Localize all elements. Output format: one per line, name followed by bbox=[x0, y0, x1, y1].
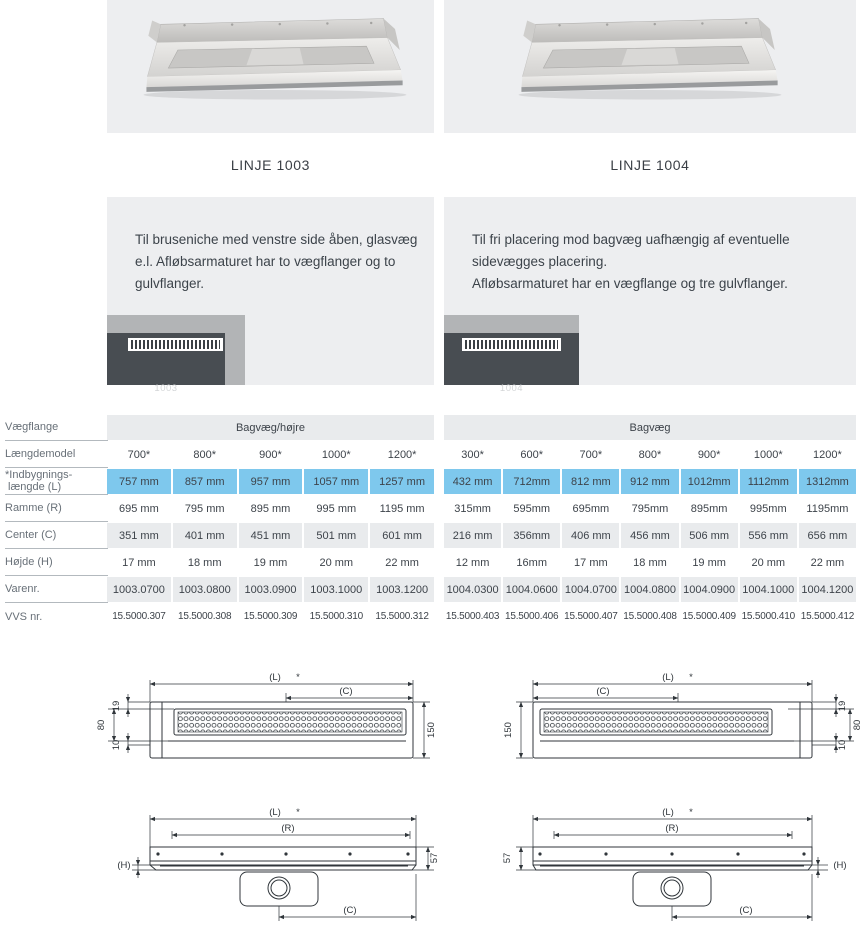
dim-C-label: (C) bbox=[339, 686, 353, 697]
product-description: Til bruseniche med venstre side åben, glasvæg e.l. Afløbsarmaturet har to vægflanger og to gulvflanger. bbox=[135, 232, 418, 291]
table-cell: 1112mm bbox=[740, 469, 797, 494]
table-cell: 18 mm bbox=[187, 556, 222, 569]
dim-H-label: (H) bbox=[117, 860, 131, 871]
dim-57-label: 57 bbox=[429, 852, 440, 864]
product-title-1004: LINJE 1004 bbox=[610, 157, 690, 173]
table-cell: 1003.1200 bbox=[370, 577, 434, 602]
table-cell: 1003.0800 bbox=[173, 577, 237, 602]
table-cell: 1057 mm bbox=[304, 469, 368, 494]
table-cell: 456 mm bbox=[621, 523, 678, 548]
table-cell: 315mm bbox=[454, 502, 491, 515]
table-cell: 700* bbox=[127, 448, 151, 461]
dim-10-label: 10 bbox=[111, 739, 122, 751]
table-cell: 812 mm bbox=[562, 469, 619, 494]
table-cell: 19 mm bbox=[692, 556, 726, 569]
table-cell: 1004.0700 bbox=[562, 577, 619, 602]
table-cell: 1200* bbox=[813, 448, 842, 461]
diagram-label: 1003 bbox=[154, 383, 178, 394]
row-label-vvs: VVS nr. bbox=[5, 610, 43, 623]
row-label-laengdemodel: Længdemodel bbox=[5, 441, 108, 468]
table-cell: 1195 mm bbox=[379, 502, 425, 515]
spec-table-1003 bbox=[107, 414, 434, 630]
table-cell: 1312mm bbox=[799, 469, 856, 494]
table-cell: 216 mm bbox=[444, 523, 501, 548]
dim-L-label: (L) bbox=[662, 672, 674, 683]
table-cell: 1004.0900 bbox=[681, 577, 738, 602]
table-cell: 695 mm bbox=[119, 502, 159, 515]
table-cell: 995 mm bbox=[316, 502, 357, 515]
table-cell: 15.5000.309 bbox=[243, 611, 298, 622]
table-cell: 20 mm bbox=[319, 556, 354, 569]
table-cell: 900* bbox=[697, 448, 721, 461]
table-cell: 1004.1200 bbox=[799, 577, 856, 602]
dim-asterisk: * bbox=[689, 807, 693, 818]
table-cell: 501 mm bbox=[304, 523, 368, 548]
table-cell: 1004.0300 bbox=[444, 577, 501, 602]
table-cell: 1257 mm bbox=[370, 469, 434, 494]
spec-table-1004 bbox=[444, 414, 856, 630]
table-cell: 15.5000.403 bbox=[445, 611, 500, 622]
table-cell: 15.5000.406 bbox=[505, 611, 559, 622]
dim-R-label: (R) bbox=[665, 823, 679, 834]
dim-57-label: 57 bbox=[502, 852, 513, 864]
table-cell: 1195mm bbox=[806, 502, 849, 515]
dim-80-label: 80 bbox=[852, 719, 863, 731]
description-panel-1003 bbox=[107, 197, 434, 394]
table-cell: 15.5000.408 bbox=[623, 611, 677, 622]
table-cell: 20 mm bbox=[751, 556, 786, 569]
table-cell: 16mm bbox=[516, 556, 547, 569]
table-cell: 18 mm bbox=[633, 556, 667, 569]
table-header-cell: Bagvæg/højre bbox=[107, 415, 434, 440]
product-description: Til fri placering mod bagvæg uafhængig af eventuelle sidevægges placering. Afløbsarmaturet har en vægflange og tre gulvflanger. bbox=[472, 232, 790, 291]
row-label-hojde: Højde (H) bbox=[5, 549, 108, 576]
placement-diagram-1004 bbox=[444, 315, 579, 394]
product-image-panel-1003 bbox=[107, 0, 434, 133]
table-cell: 895 mm bbox=[250, 502, 291, 515]
row-label-indbygning: *Indbygnings- længde (L) bbox=[5, 468, 108, 495]
table-cell: 800* bbox=[638, 448, 662, 461]
table-cell: 451 mm bbox=[239, 523, 303, 548]
table-cell: 857 mm bbox=[173, 469, 237, 494]
table-header-cell: Bagvæg bbox=[444, 415, 856, 440]
technical-drawing-section-1003 bbox=[88, 795, 440, 926]
table-cell: 356mm bbox=[503, 523, 560, 548]
table-cell: 351 mm bbox=[107, 523, 171, 548]
description-panel-1004 bbox=[444, 197, 856, 394]
table-cell: 957 mm bbox=[239, 469, 303, 494]
table-cell: 795mm bbox=[631, 502, 669, 515]
dim-150-label: 150 bbox=[503, 722, 514, 738]
table-cell: 1200* bbox=[387, 448, 417, 461]
spec-row-labels bbox=[5, 414, 108, 630]
table-cell: 19 mm bbox=[253, 556, 288, 569]
table-cell: 1003.1000 bbox=[304, 577, 368, 602]
row-label-ramme: Ramme (R) bbox=[5, 495, 108, 522]
technical-drawing-topview-1004 bbox=[488, 656, 863, 788]
table-cell: 1000* bbox=[753, 448, 783, 461]
table-cell: 757 mm bbox=[107, 469, 171, 494]
table-cell: 912 mm bbox=[621, 469, 678, 494]
row-label-varenr: Varenr. bbox=[5, 576, 108, 603]
diagram-floor bbox=[107, 333, 225, 394]
table-cell: 656 mm bbox=[799, 523, 856, 548]
table-cell: 506 mm bbox=[681, 523, 738, 548]
table-cell: 1003.0700 bbox=[107, 577, 171, 602]
dim-asterisk: * bbox=[296, 807, 300, 818]
drain-grate-icon bbox=[128, 338, 223, 351]
table-cell: 600* bbox=[520, 448, 544, 461]
table-cell: 15.5000.307 bbox=[112, 611, 166, 622]
table-cell: 401 mm bbox=[173, 523, 237, 548]
table-cell: 1000* bbox=[321, 448, 351, 461]
table-cell: 1003.0900 bbox=[239, 577, 303, 602]
product-photo-1003 bbox=[130, 10, 420, 110]
table-cell: 15.5000.407 bbox=[564, 611, 618, 622]
product-image-panel-1004 bbox=[444, 0, 856, 133]
table-cell: 700* bbox=[579, 448, 603, 461]
table-cell: 15.5000.312 bbox=[375, 611, 429, 622]
dim-10-label: 10 bbox=[837, 739, 848, 751]
table-cell: 300* bbox=[461, 448, 484, 461]
drain-grate-icon bbox=[462, 338, 561, 351]
diagram-floor bbox=[444, 333, 579, 394]
technical-drawing-topview-1003 bbox=[88, 656, 440, 788]
table-cell: 695mm bbox=[572, 502, 610, 515]
dim-C-label: (C) bbox=[596, 686, 610, 697]
table-cell: 15.5000.410 bbox=[741, 611, 795, 622]
table-cell: 556 mm bbox=[740, 523, 797, 548]
table-cell: 15.5000.412 bbox=[800, 611, 855, 622]
table-cell: 17 mm bbox=[574, 556, 608, 569]
dim-150-label: 150 bbox=[426, 722, 437, 738]
table-cell: 800* bbox=[193, 448, 217, 461]
table-cell: 1004.0800 bbox=[621, 577, 678, 602]
row-label-vaegflange: Vægflange bbox=[5, 414, 108, 441]
row-label-center: Center (C) bbox=[5, 522, 108, 549]
dim-H-label: (H) bbox=[833, 860, 847, 871]
dim-asterisk: * bbox=[296, 672, 300, 683]
table-cell: 995mm bbox=[749, 502, 787, 515]
diagram-label: 1004 bbox=[499, 383, 524, 394]
table-cell: 900* bbox=[259, 448, 282, 461]
table-cell: 12 mm bbox=[455, 556, 490, 569]
dim-19-label: 19 bbox=[111, 700, 122, 712]
dim-L-label: (L) bbox=[662, 807, 674, 818]
dim-asterisk: * bbox=[689, 672, 693, 683]
table-cell: 601 mm bbox=[370, 523, 434, 548]
dim-19-label: 19 bbox=[837, 700, 848, 712]
table-cell: 895mm bbox=[690, 502, 728, 515]
table-cell: 432 mm bbox=[444, 469, 501, 494]
dim-L-label: (L) bbox=[269, 672, 281, 683]
placement-diagram-1003 bbox=[107, 315, 245, 394]
table-cell: 15.5000.409 bbox=[682, 611, 736, 622]
table-cell: 15.5000.308 bbox=[177, 611, 232, 622]
dim-R-label: (R) bbox=[281, 823, 295, 834]
dim-C-label: (C) bbox=[343, 905, 357, 916]
table-cell: 22 mm bbox=[810, 556, 845, 569]
table-cell: 15.5000.310 bbox=[309, 611, 363, 622]
technical-drawing-section-1004 bbox=[488, 795, 863, 926]
table-cell: 712mm bbox=[503, 469, 560, 494]
table-cell: 795 mm bbox=[184, 502, 225, 515]
table-cell: 1004.0600 bbox=[503, 577, 560, 602]
dim-C-label: (C) bbox=[739, 905, 753, 916]
dim-L-label: (L) bbox=[269, 807, 281, 818]
dim-80-label: 80 bbox=[96, 719, 107, 731]
product-photo-1004 bbox=[505, 10, 795, 110]
table-cell: 22 mm bbox=[385, 556, 419, 569]
table-cell: 17 mm bbox=[122, 556, 156, 569]
product-title-1003: LINJE 1003 bbox=[230, 157, 311, 173]
table-cell: 1012mm bbox=[681, 469, 738, 494]
table-cell: 406 mm bbox=[562, 523, 619, 548]
table-cell: 595mm bbox=[513, 502, 551, 515]
table-cell: 1004.1000 bbox=[740, 577, 797, 602]
